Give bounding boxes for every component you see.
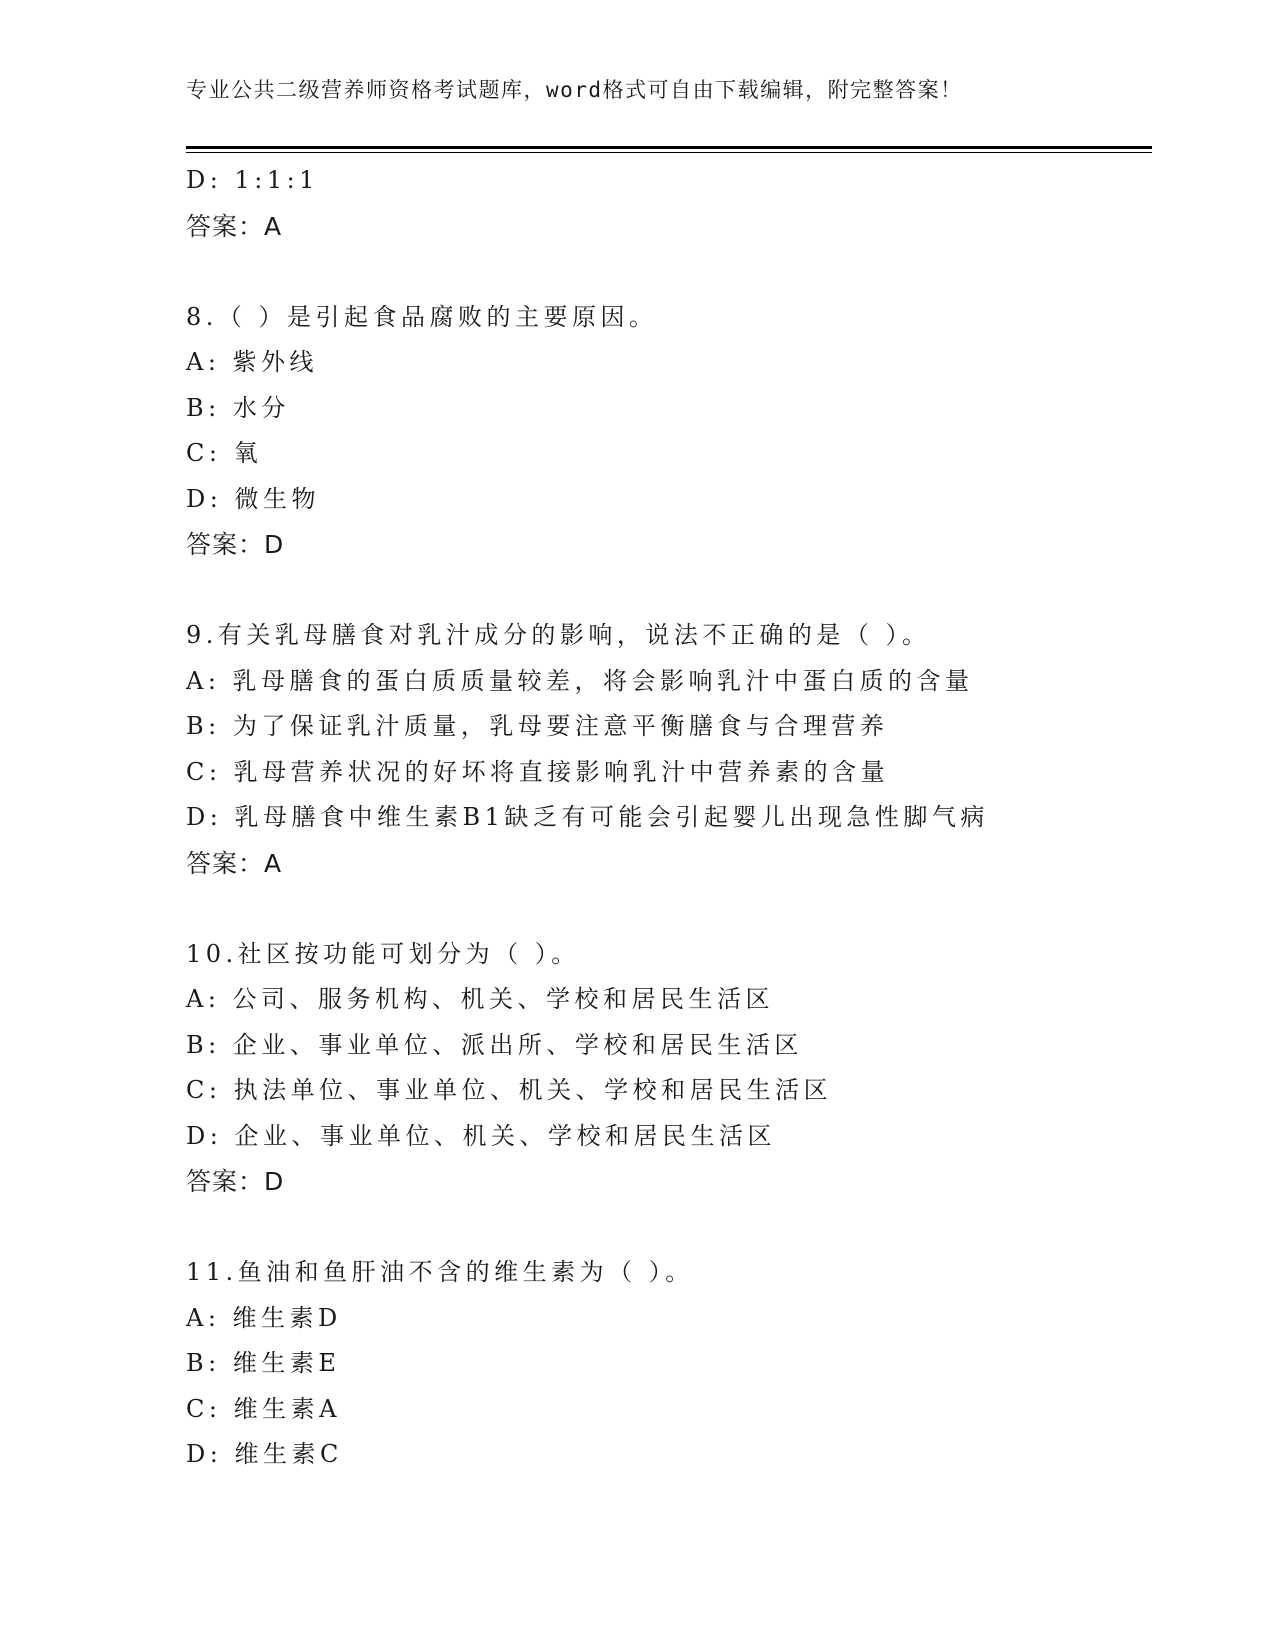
page-header: 专业公共二级营养师资格考试题库，word格式可自由下载编辑，附完整答案！ — [186, 78, 963, 102]
option-c: C: 执法单位、事业单位、机关、学校和居民生活区 — [186, 1076, 833, 1104]
option-d: D: 维生素C — [186, 1440, 343, 1468]
option-b: B: 维生素E — [186, 1349, 341, 1377]
option-d: D: 微生物 — [186, 484, 320, 513]
header-rule-thin — [186, 152, 1152, 153]
header-rule-thick — [186, 146, 1152, 149]
question-8 — [186, 295, 1166, 568]
spacer — [186, 886, 1166, 932]
question-9 — [186, 613, 1166, 886]
answer: 答案：D — [186, 1167, 285, 1196]
question-stem: 8.（ ）是引起食品腐败的主要原因。 — [186, 302, 658, 331]
option-a: A: 紫外线 — [186, 348, 319, 376]
question-11 — [186, 1250, 1166, 1478]
spacer — [186, 249, 1166, 295]
option-c: C: 氧 — [186, 439, 263, 467]
option-d: D: 企业、事业单位、机关、学校和居民生活区 — [186, 1121, 776, 1150]
option-c: C: 维生素A — [186, 1394, 341, 1423]
question-10 — [186, 932, 1166, 1205]
question-list — [186, 158, 1166, 1478]
spacer — [186, 568, 1166, 614]
option-a: A: 乳母膳食的蛋白质质量较差，将会影响乳汁中蛋白质的含量 — [186, 666, 974, 695]
question-stem: 9.有关乳母膳食对乳汁成分的影响，说法不正确的是（ ）。 — [186, 621, 931, 649]
option-d: D: 1:1:1 — [186, 166, 319, 194]
option-a: A: 公司、服务机构、机关、学校和居民生活区 — [186, 985, 775, 1013]
option-a: A: 维生素D — [186, 1303, 342, 1332]
option-b: B: 水分 — [186, 393, 290, 422]
option-c: C: 乳母营养状况的好坏将直接影响乳汁中营养素的含量 — [186, 757, 890, 786]
option-b: B: 为了保证乳汁质量，乳母要注意平衡膳食与合理营养 — [186, 712, 889, 740]
answer: 答案：D — [186, 530, 285, 559]
answer: 答案：A — [186, 848, 283, 878]
option-d: D: 乳母膳食中维生素B1缺乏有可能会引起婴儿出现急性脚气病 — [186, 803, 989, 831]
question-stem: 10.社区按功能可划分为（ ）。 — [186, 939, 580, 968]
answer: 答案：A — [186, 211, 283, 241]
question-stem: 11.鱼油和鱼肝油不含的维生素为（ ）。 — [186, 1258, 694, 1286]
spacer — [186, 1205, 1166, 1251]
option-b: B: 企业、事业单位、派出所、学校和居民生活区 — [186, 1030, 803, 1059]
